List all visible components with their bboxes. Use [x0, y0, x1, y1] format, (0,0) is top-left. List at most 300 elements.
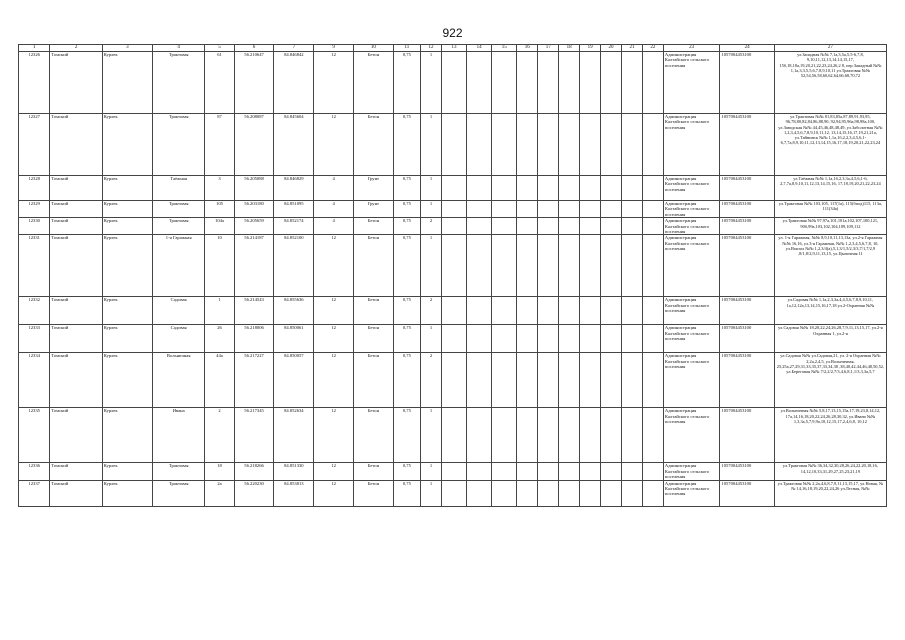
cell-c3: Курлек — [102, 353, 152, 408]
column-header: 2 — [50, 45, 102, 52]
cell-c23: Администрация Калтайского сельского поселения — [663, 408, 720, 463]
table-row — [19, 218, 887, 235]
cell-c9: 4 — [314, 201, 354, 218]
page-number: 922 — [442, 26, 463, 40]
cell-c24: 1057004453100 — [720, 235, 774, 297]
empty-cell — [559, 52, 580, 114]
table-row — [19, 235, 887, 297]
table-header-row — [19, 45, 887, 52]
empty-cell — [601, 235, 622, 297]
column-header: 7 — [274, 45, 314, 52]
table-row — [19, 408, 887, 463]
cell-c4: Трактовая — [153, 52, 205, 114]
table-row — [19, 201, 887, 218]
empty-cell — [441, 114, 466, 176]
cell-c24: 1057004453100 — [720, 201, 774, 218]
empty-cell — [622, 353, 643, 408]
cell-c3: Курлек — [102, 480, 152, 506]
empty-cell — [441, 176, 466, 201]
cell-c1: 12331 — [19, 235, 50, 297]
empty-cell — [559, 235, 580, 297]
table-row — [19, 353, 887, 408]
cell-c10: Бетон — [354, 480, 394, 506]
empty-cell — [538, 218, 559, 235]
cell-c9: 4 — [314, 218, 354, 235]
empty-cell — [601, 218, 622, 235]
cell-c10: Бетон — [354, 325, 394, 353]
empty-cell — [538, 325, 559, 353]
empty-cell — [601, 325, 622, 353]
cell-c12: 1 — [421, 201, 442, 218]
column-header: 27 — [774, 45, 886, 52]
empty-cell — [492, 353, 517, 408]
empty-cell — [622, 408, 643, 463]
column-header: 23 — [663, 45, 720, 52]
empty-cell — [580, 235, 601, 297]
cell-c11: 0,75 — [393, 218, 420, 235]
cell-c9: 12 — [314, 480, 354, 506]
empty-cell — [538, 235, 559, 297]
empty-cell — [441, 463, 466, 480]
cell-c1: 12332 — [19, 297, 50, 325]
cell-c6: 56.214187 — [234, 235, 274, 297]
empty-cell — [467, 176, 492, 201]
empty-cell — [559, 480, 580, 506]
cell-c6: 56.203180 — [234, 201, 274, 218]
empty-cell — [622, 480, 643, 506]
cell-c23: Администрация Калтайского сельского поселения — [663, 325, 720, 353]
cell-c24: 1057004453100 — [720, 480, 774, 506]
empty-cell — [622, 463, 643, 480]
cell-c12: 2 — [421, 297, 442, 325]
column-header: 10 — [354, 45, 394, 52]
empty-cell — [467, 325, 492, 353]
cell-c10: Бетон — [354, 52, 394, 114]
cell-c24: 1057004453100 — [720, 176, 774, 201]
empty-cell — [622, 297, 643, 325]
empty-cell — [517, 353, 538, 408]
empty-cell — [467, 353, 492, 408]
cell-c23: Администрация Калтайского сельского поселения — [663, 176, 720, 201]
column-header: 18 — [559, 45, 580, 52]
empty-cell — [538, 408, 559, 463]
empty-cell — [622, 114, 643, 176]
cell-c4: Вольничная — [153, 353, 205, 408]
cell-c4: Таёжная — [153, 176, 205, 201]
empty-cell — [601, 52, 622, 114]
cell-c3: Курлек — [102, 52, 152, 114]
empty-cell — [517, 218, 538, 235]
cell-c23: Администрация Калтайского сельского поселения — [663, 52, 720, 114]
empty-cell — [538, 114, 559, 176]
cell-c11: 0,75 — [393, 114, 420, 176]
column-header: 1 — [19, 45, 50, 52]
column-header: 13 — [441, 45, 466, 52]
column-header: 6 — [234, 45, 274, 52]
empty-cell — [559, 463, 580, 480]
cell-c23: Администрация Калтайского сельского поселения — [663, 297, 720, 325]
cell-c9: 12 — [314, 52, 354, 114]
cell-c3: Курлек — [102, 463, 152, 480]
cell-c6: 56.214543 — [234, 297, 274, 325]
column-header: 20 — [601, 45, 622, 52]
cell-c27: ул.Западная №№ 7,1а,3,5а,5,5-6,7,8, 9,10,11,12,13,14,14,15,17, 15б,18,18а,19,20,21,22,23,24,26,2 8, пер.Западный №№ 1,1а,3,3,5,5,6,7,8,9,10,11 ул.Трактовая №№ 52,54,56,58,60,62,64,66,68,70,72 — [774, 52, 886, 114]
table-row — [19, 52, 887, 114]
cell-c4: 1-я Гаражная — [153, 235, 205, 297]
cell-c11: 0,75 — [393, 52, 420, 114]
cell-c6: 56.205088 — [234, 176, 274, 201]
cell-c5: 26 — [205, 325, 234, 353]
cell-c7: 84.851330 — [274, 463, 314, 480]
registry-table — [18, 44, 887, 507]
column-header: 17 — [538, 45, 559, 52]
cell-c9: 12 — [314, 353, 354, 408]
empty-cell — [517, 114, 538, 176]
cell-c7: 84.850061 — [274, 325, 314, 353]
empty-cell — [492, 297, 517, 325]
column-header: 22 — [642, 45, 663, 52]
empty-cell — [642, 52, 663, 114]
cell-c2: Томский — [50, 201, 102, 218]
empty-cell — [580, 52, 601, 114]
empty-cell — [642, 480, 663, 506]
cell-c23: Администрация Калтайского сельского поселения — [663, 235, 720, 297]
cell-c3: Курлек — [102, 114, 152, 176]
cell-c7: 84.853813 — [274, 480, 314, 506]
cell-c4: Трактовая — [153, 480, 205, 506]
empty-cell — [538, 176, 559, 201]
empty-cell — [622, 52, 643, 114]
empty-cell — [441, 201, 466, 218]
empty-cell — [642, 235, 663, 297]
cell-c1: 12334 — [19, 353, 50, 408]
cell-c2: Томский — [50, 463, 102, 480]
cell-c1: 12337 — [19, 480, 50, 506]
cell-c6: 56.210647 — [234, 52, 274, 114]
column-header: 15 — [492, 45, 517, 52]
cell-c5: 104а — [205, 218, 234, 235]
column-header: 11 — [393, 45, 420, 52]
cell-c4: Трактовая — [153, 218, 205, 235]
column-header: 24 — [720, 45, 774, 52]
empty-cell — [642, 218, 663, 235]
cell-c9: 12 — [314, 235, 354, 297]
cell-c12: 1 — [421, 114, 442, 176]
cell-c11: 0,75 — [393, 235, 420, 297]
cell-c2: Томский — [50, 52, 102, 114]
cell-c5: 2а — [205, 480, 234, 506]
cell-c4: Садовая — [153, 297, 205, 325]
cell-c11: 0,75 — [393, 325, 420, 353]
cell-c6: 56.205659 — [234, 218, 274, 235]
cell-c2: Томский — [50, 408, 102, 463]
cell-c9: 12 — [314, 297, 354, 325]
cell-c24: 1057004453100 — [720, 408, 774, 463]
cell-c2: Томский — [50, 176, 102, 201]
empty-cell — [601, 201, 622, 218]
empty-cell — [538, 480, 559, 506]
column-header: 4 — [153, 45, 205, 52]
empty-cell — [467, 297, 492, 325]
cell-c23: Администрация Калтайского сельского поселения — [663, 201, 720, 218]
empty-cell — [559, 218, 580, 235]
cell-c7: 84.852634 — [274, 408, 314, 463]
cell-c27: ул.Трактовая №№ 2,2а,4,6,8,7,9,11,13,15,17, ул.Новая, №№ 14,16,18,19,20,22,24,26 ул.Лесная, №№ — [774, 480, 886, 506]
cell-c23: Администрация Калтайского сельского поселения — [663, 480, 720, 506]
empty-cell — [559, 325, 580, 353]
empty-cell — [492, 201, 517, 218]
cell-c11: 0,75 — [393, 201, 420, 218]
cell-c9: 12 — [314, 325, 354, 353]
table-row — [19, 480, 887, 506]
empty-cell — [517, 235, 538, 297]
empty-cell — [601, 176, 622, 201]
cell-c5: 3 — [205, 176, 234, 201]
cell-c4: Трактовая — [153, 114, 205, 176]
cell-c24: 1057004453100 — [720, 52, 774, 114]
empty-cell — [580, 325, 601, 353]
empty-cell — [559, 297, 580, 325]
cell-c1: 12335 — [19, 408, 50, 463]
empty-cell — [441, 353, 466, 408]
cell-c12: 1 — [421, 480, 442, 506]
cell-c27: ул.Садовая №№ ул.Садовая,21, ул. 2-я Охранная №№ 2,2а,2,4,5, ул.Вольничная, 25,25а,27,29,31,33,35,37,33,34,38 ,38,40,42,44,46,48,50,52, ул.Береговая №№ 7/2,2/2,7/3,4,6,8,1,1/3,3,3а,5,7 — [774, 353, 886, 408]
cell-c12: 1 — [421, 408, 442, 463]
empty-cell — [517, 176, 538, 201]
empty-cell — [580, 463, 601, 480]
cell-c24: 1057004453100 — [720, 325, 774, 353]
empty-cell — [441, 480, 466, 506]
empty-cell — [580, 480, 601, 506]
cell-c11: 0,75 — [393, 297, 420, 325]
cell-c5: 105 — [205, 201, 234, 218]
cell-c1: 12327 — [19, 114, 50, 176]
column-header: 21 — [622, 45, 643, 52]
cell-c12: 1 — [421, 52, 442, 114]
empty-cell — [580, 353, 601, 408]
empty-cell — [517, 201, 538, 218]
empty-cell — [642, 463, 663, 480]
cell-c7: 84.846829 — [274, 176, 314, 201]
empty-cell — [642, 114, 663, 176]
empty-cell — [580, 114, 601, 176]
empty-cell — [492, 325, 517, 353]
cell-c2: Томский — [50, 353, 102, 408]
empty-cell — [601, 297, 622, 325]
empty-cell — [492, 218, 517, 235]
empty-cell — [538, 52, 559, 114]
empty-cell — [559, 408, 580, 463]
cell-c3: Курлек — [102, 176, 152, 201]
empty-cell — [601, 408, 622, 463]
empty-cell — [538, 463, 559, 480]
empty-cell — [642, 325, 663, 353]
cell-c27: ул. 1-я Гаражная, №№ 8,9,10,11,13,13а, ул.2-я Гаражная №№ 16,16, ул.3-я Гаражная, №№ 1,2,3,4,5,6,7,8, 10, ул.Вокзал №№ 1,2,3/4(а),5,1,3/1,5/2,3/3,7/1,7/2,9 ,8/1,8/2,9,11,13,15, ул.Цыпочная 11 — [774, 235, 886, 297]
empty-cell — [538, 201, 559, 218]
cell-c24: 1057004453100 — [720, 463, 774, 480]
cell-c23: Администрация Калтайского сельского поселения — [663, 218, 720, 235]
empty-cell — [517, 463, 538, 480]
empty-cell — [492, 463, 517, 480]
cell-c27: ул.Трактовая №№ 81,83,85а,87,89,91,93,95, 96,78,80,82,84,86,88,90, 92,94,95,96а,98,98а,100, ул.Заводская №№ 44,45,46,48,48,49, ул.Заболотная №№ 1,2,3,4,5,6,7,8,9,10,11,12, 13,14,15,16,17,19,21,21а, ул.Тайнинск №№ 1,1а,1б,2,2,3,4,5,6,1-6,7,7а,8,9,10,11,12,13,14,15,16,17,18,19,20,21,22,23,24 — [774, 114, 886, 176]
cell-c3: Курлек — [102, 201, 152, 218]
empty-cell — [601, 480, 622, 506]
table-row — [19, 114, 887, 176]
column-header: 3 — [102, 45, 152, 52]
cell-c10: Бетон — [354, 114, 394, 176]
empty-cell — [441, 52, 466, 114]
empty-cell — [622, 176, 643, 201]
cell-c24: 1057004453100 — [720, 218, 774, 235]
cell-c6: 56.217345 — [234, 408, 274, 463]
empty-cell — [580, 201, 601, 218]
empty-cell — [642, 176, 663, 201]
cell-c2: Томский — [50, 480, 102, 506]
cell-c9: 12 — [314, 463, 354, 480]
cell-c7: 84.845604 — [274, 114, 314, 176]
empty-cell — [601, 114, 622, 176]
empty-cell — [601, 353, 622, 408]
table-row — [19, 325, 887, 353]
cell-c24: 1057004453100 — [720, 114, 774, 176]
empty-cell — [441, 325, 466, 353]
empty-cell — [642, 353, 663, 408]
empty-cell — [467, 114, 492, 176]
cell-c9: 12 — [314, 114, 354, 176]
empty-cell — [622, 235, 643, 297]
empty-cell — [559, 114, 580, 176]
empty-cell — [580, 218, 601, 235]
cell-c5: 1 — [205, 297, 234, 325]
cell-c3: Курлек — [102, 235, 152, 297]
cell-c23: Администрация Калтайского сельского поселения — [663, 114, 720, 176]
cell-c4: Садовая — [153, 325, 205, 353]
cell-c12: 2 — [421, 218, 442, 235]
cell-c1: 12329 — [19, 201, 50, 218]
cell-c10: Бетон — [354, 353, 394, 408]
cell-c3: Курлек — [102, 297, 152, 325]
cell-c10: Бетон — [354, 235, 394, 297]
empty-cell — [441, 218, 466, 235]
cell-c1: 12328 — [19, 176, 50, 201]
empty-cell — [467, 463, 492, 480]
cell-c3: Курлек — [102, 325, 152, 353]
empty-cell — [441, 297, 466, 325]
cell-c10: Бетон — [354, 297, 394, 325]
cell-c4: Ивана — [153, 408, 205, 463]
cell-c7: 84.846842 — [274, 52, 314, 114]
cell-c5: 61 — [205, 52, 234, 114]
cell-c1: 12336 — [19, 463, 50, 480]
cell-c10: Бетон — [354, 408, 394, 463]
empty-cell — [441, 408, 466, 463]
empty-cell — [559, 176, 580, 201]
cell-c2: Томский — [50, 114, 102, 176]
cell-c2: Томский — [50, 235, 102, 297]
cell-c4: Трактовая — [153, 463, 205, 480]
cell-c6: 56.218266 — [234, 463, 274, 480]
empty-cell — [517, 408, 538, 463]
empty-cell — [517, 297, 538, 325]
empty-cell — [642, 201, 663, 218]
empty-cell — [622, 325, 643, 353]
cell-c3: Курлек — [102, 218, 152, 235]
cell-c7: 84.855636 — [274, 297, 314, 325]
cell-c7: 84.850057 — [274, 353, 314, 408]
empty-cell — [492, 408, 517, 463]
empty-cell — [538, 353, 559, 408]
cell-c1: 12333 — [19, 325, 50, 353]
cell-c6: 56.218006 — [234, 325, 274, 353]
cell-c9: 12 — [314, 408, 354, 463]
cell-c27: ул.Трактовая №№ 97,97а,101,101а,102,107,100,121, 90б,99а,103,102,104,109,109,112 — [774, 218, 886, 235]
table-row — [19, 176, 887, 201]
empty-cell — [467, 201, 492, 218]
column-header: 19 — [580, 45, 601, 52]
empty-cell — [622, 201, 643, 218]
empty-cell — [467, 235, 492, 297]
cell-c10: Бетон — [354, 463, 394, 480]
cell-c3: Курлек — [102, 408, 152, 463]
empty-cell — [492, 52, 517, 114]
cell-c23: Администрация Калтайского сельского поселения — [663, 463, 720, 480]
cell-c5: 10 — [205, 235, 234, 297]
column-header: 9 — [314, 45, 354, 52]
empty-cell — [559, 353, 580, 408]
empty-cell — [580, 176, 601, 201]
cell-c5: 18 — [205, 463, 234, 480]
column-header: 14 — [467, 45, 492, 52]
cell-c7: 84.852174 — [274, 218, 314, 235]
empty-cell — [492, 235, 517, 297]
cell-c5: 87 — [205, 114, 234, 176]
empty-cell — [517, 52, 538, 114]
empty-cell — [492, 176, 517, 201]
empty-cell — [492, 114, 517, 176]
cell-c27: ул.Садовая №№ 18,20,22,24,26,28,7,9,11,13,15,17, ул.2-я Охранная 1, ул.2-я — [774, 325, 886, 353]
empty-cell — [601, 463, 622, 480]
empty-cell — [517, 325, 538, 353]
cell-c24: 1057004453100 — [720, 297, 774, 325]
cell-c11: 0,75 — [393, 480, 420, 506]
cell-c2: Томский — [50, 218, 102, 235]
cell-c24: 1057004453100 — [720, 353, 774, 408]
column-header: 5 — [205, 45, 234, 52]
empty-cell — [580, 408, 601, 463]
cell-c11: 0,75 — [393, 353, 420, 408]
cell-c11: 0,75 — [393, 463, 420, 480]
cell-c6: 56.208087 — [234, 114, 274, 176]
table-row — [19, 297, 887, 325]
cell-c27: ул.Трактовая №№ 103,105, 117(1а), 115(бпод)115, 113а, 111(34а) — [774, 201, 886, 218]
empty-cell — [642, 297, 663, 325]
cell-c1: 12326 — [19, 52, 50, 114]
column-header: 12 — [421, 45, 442, 52]
empty-cell — [580, 297, 601, 325]
cell-c5: 2 — [205, 408, 234, 463]
cell-c5: 44а — [205, 353, 234, 408]
empty-cell — [517, 480, 538, 506]
cell-c11: 0,75 — [393, 408, 420, 463]
cell-c9: 4 — [314, 176, 354, 201]
cell-c23: Администрация Калтайского сельского поселения — [663, 353, 720, 408]
cell-c10: Бетон — [354, 218, 394, 235]
cell-c10: Грунт — [354, 201, 394, 218]
cell-c27: ул.Трактовая №№ 36,34,32,30,28,26,24,22,20,18,16, 14,12,10,33,31,29,27,25,23,21,19 — [774, 463, 886, 480]
cell-c27: ул.Таёжная №№ 1,1а,1б,2,3,3а,4,5,6,1-6, 2,7,7а,8,9,10,11,12,13,14,15,16, 17,18,19,20,21,22,23,24 — [774, 176, 886, 201]
empty-cell — [467, 480, 492, 506]
empty-cell — [642, 408, 663, 463]
